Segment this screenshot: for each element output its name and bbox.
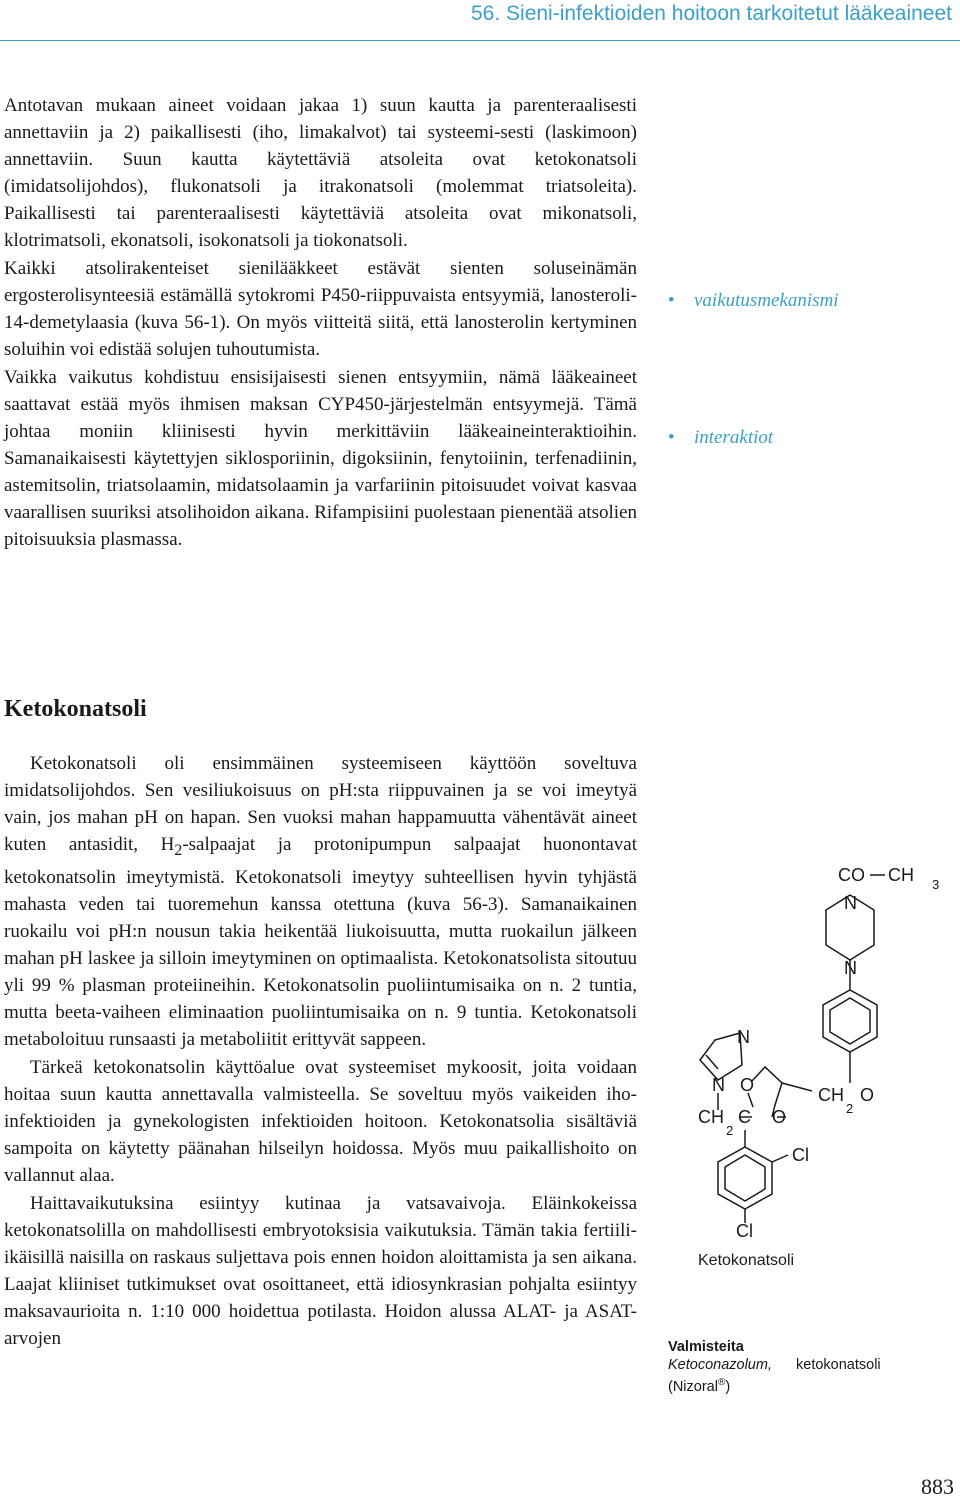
- bullet-icon: •: [668, 290, 675, 311]
- cl-label: Cl: [792, 1145, 809, 1165]
- phenyl-ring-lower: [718, 1147, 772, 1209]
- o-label: O: [772, 1107, 787, 1127]
- sidenote-interactions: [668, 427, 773, 449]
- n-label: N: [737, 1027, 750, 1047]
- brand-row: [668, 1374, 772, 1396]
- ch-label: CH: [818, 1085, 844, 1105]
- header-rule: [0, 40, 960, 41]
- keto-paragraph-1-end: -salpaajat ja protonipumpun salpaajat huonontavat ketokonatsolin imeytymistä. Ketokonatsoli imeytyy suhteellisen hyvin tyhjästä mahasta veden tai tuoremehun kanssa otettuna (kuva 56-3). Samanaikainen ruokailu voi pH:n nousun takia heikentää liukoisuutta, mutta ruokailun jälkeen mahan pH laskee ja silloin imeytyminen on optimaalista. Ketokonatsolista sitoutuu yli 99 % plasman proteiineihin. Ketokonatsolin puoliintumisaika on n. 2 tuntia, mutta beeta-vaiheen eliminaation puoliintumisaika on n. 9 tuntia. Ketokonatsoli metaboloituu runsaasti ja metaboliitit erittyvät sappeen.: [4, 834, 638, 1050]
- two-subscript: 2: [726, 1123, 734, 1138]
- generic-name: ketokonatsoli: [796, 1357, 881, 1373]
- n-label: N: [844, 958, 857, 978]
- preparation-row: [668, 1356, 881, 1374]
- registered-mark: ®: [717, 1377, 726, 1388]
- ch-label: CH: [698, 1107, 724, 1127]
- o-label: O: [740, 1075, 755, 1095]
- sidenote-interactions-label: interaktiot: [694, 427, 774, 448]
- n-label: N: [712, 1075, 725, 1095]
- running-header: 56. Sieni-infektioiden hoitoon tarkoitetut lääkeaineet: [471, 2, 952, 25]
- cl-label: Cl: [736, 1221, 753, 1241]
- preparations-title: Valmisteita: [668, 1339, 744, 1355]
- h2-subscript: 2: [174, 841, 183, 859]
- keto-paragraph-2: Tärkeä ketokonatsolin käyttöalue ovat systeemiset mykoosit, joita voidaan hoitaa suun kautta annettavalla valmisteella. Se soveltuu myös vaikeiden iho-infektioiden ja gynekologisten infektioiden hoitoon. Ketokonatsolia sisältäviä sampoita on käytetty päänahan hilseilyn hoidossa. Myös muu paikallishoito on vallannut alaa.: [4, 1056, 637, 1186]
- co-label: CO: [838, 865, 865, 885]
- structure-caption: Ketokonatsoli: [698, 1252, 795, 1269]
- trade-name: Ketoconazolum,: [668, 1357, 772, 1373]
- keto-paragraph-3: Haittavaikutuksina esiintyy kutinaa ja vatsavaivoja. Eläinkokeissa ketokonatsolilla on mahdollisesti embryotoksisia vaikutuksia. Tämän takia fertiili-ikäisillä naisilla on raskaus suljettava pois ennen hoidon aloittamista ja sen aikana. Laajat kliiniset tutkimukset ovat osoittaneet, että idiosynkrasian pohjalta esiintyy maksavaurioita n. 1:10 000 hoidettua potilasta. Hoidon alussa ALAT- ja ASAT-arvojen: [4, 1192, 637, 1349]
- bullet-icon: •: [668, 427, 675, 448]
- sidenote-mechanism: [668, 290, 839, 312]
- n-label: N: [844, 893, 857, 913]
- o-label: O: [860, 1085, 875, 1105]
- ketoconazole-structure: [660, 855, 960, 1275]
- ketokonatsoli-text: [4, 750, 637, 1353]
- two-subscript: 2: [846, 1101, 854, 1116]
- keto-paragraph-1-start: Ketokonatsoli oli ensimmäinen systeemiseen käyttöön soveltuva imidatsolijohdos. Sen vesiliukoisuus on pH:sta riippuvainen ja se voi imeytyä vain, jos mahan pH on hapan. Sen vuoksi mahan happamuutta vähentävät aineet kuten antasidit, H: [4, 753, 637, 855]
- intro-paragraph-2: Kaikki atsolirakenteiset sienilääkkeet estävät sienten soluseinämän ergosterolisynteesiä estämällä sytokromi P450-riippuvaista entsyymiä, lanosteroli-14-demetylaasia (kuva 56-1). On myös viitteitä siitä, että lanosterolin kertyminen soluihin voi edistää solujen tuhoutumista.: [4, 258, 637, 360]
- c-label: C: [738, 1107, 751, 1127]
- sidenote-mechanism-label: vaikutusmekanismi: [694, 290, 839, 311]
- ch-label: CH: [888, 865, 914, 885]
- brand-close: ): [725, 1378, 731, 1395]
- page-number: 883: [921, 1474, 954, 1499]
- intro-paragraph-1: Antotavan mukaan aineet voidaan jakaa 1) suun kautta ja parenteraalisesti annettaviin ja 2) paikallisesti (iho, limakalvot) tai systeemi-sesti (laskimoon) annettaviin. Suun kautta käytettäviä atsoleita ovat ketokonatsoli (imidatsolijohdos), flukonatsoli ja itrakonatsoli (molemmat triatsoleita). Paikallisesti tai parenteraalisesti käytettäviä atsoleita ovat mikonatsoli, klotrimatsoli, ekonatsoli, isokonatsoli ja tiokonatsoli.: [4, 95, 637, 251]
- keto-paragraph-1: [4, 750, 637, 1053]
- brand-name: (Nizoral: [668, 1378, 718, 1395]
- phenyl-ring-upper: [823, 990, 877, 1052]
- section-heading: Ketokonatsoli: [4, 696, 147, 722]
- intro-text: [4, 92, 637, 554]
- preparations-box: [668, 1338, 881, 1396]
- three-subscript: 3: [932, 877, 940, 892]
- intro-paragraph-3: Vaikka vaikutus kohdistuu ensisijaisesti sienen entsyymiin, nämä lääkeaineet saattavat estää myös ihmisen maksan CYP450-järjestelmän entsyymejä. Tämä johtaa moniin kliinisesti hyvin merkittäviin lääkeaineinteraktioihin. Samanaikaisesti käytettyjen siklosporiinin, digoksiinin, fenytoiinin, terfenadiinin, astemitsolin, triatsolaamin, midatsolaamin ja varfariinin pitoisuudet voivat kasvaa vaarallisen suuriksi atsolihoidon aikana. Rifampisiini puolestaan pienentää atsolien pitoisuuksia plasmassa.: [4, 367, 637, 550]
